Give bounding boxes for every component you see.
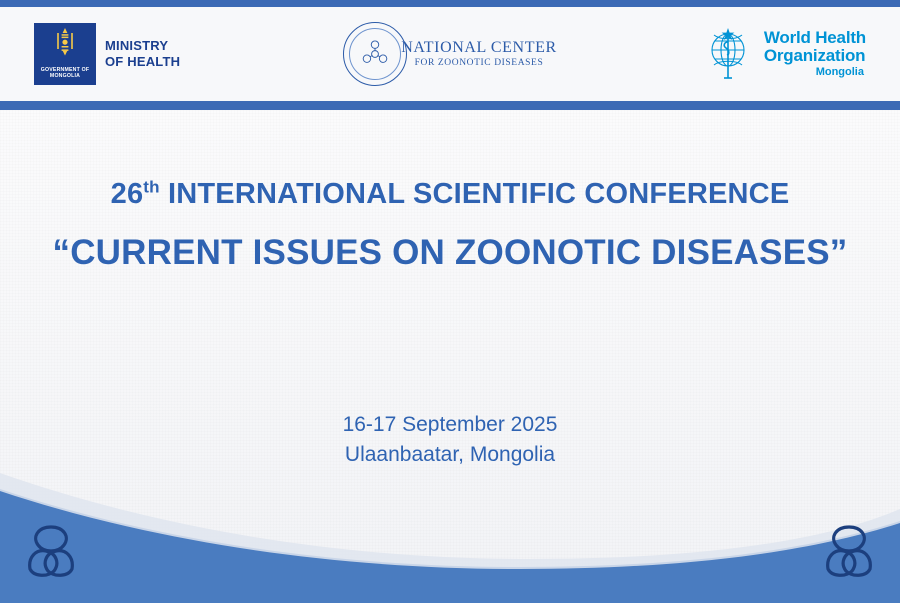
ministry-line-2: OF HEALTH — [105, 54, 181, 69]
conference-ordinal-number: 26 — [110, 178, 144, 210]
event-details-block — [0, 410, 900, 470]
endless-knot-right-icon — [816, 521, 882, 577]
logo-slot-who — [589, 7, 900, 101]
who-country-label: Mongolia — [815, 65, 864, 78]
header-divider-bar — [0, 101, 900, 110]
event-dates: 16-17 September 2025 — [342, 413, 558, 436]
endless-knot-left-icon — [18, 521, 84, 577]
top-accent-bar — [0, 0, 900, 7]
nczd-line-2: FOR ZOONOTIC DISEASES — [414, 58, 544, 68]
national-center-logo — [343, 22, 557, 86]
event-location: Ulaanbaatar, Mongolia — [344, 443, 556, 466]
ministry-of-health-wordmark — [105, 38, 180, 70]
logo-slot-ministry-of-health — [0, 7, 311, 101]
conference-ordinal-suffix: th — [143, 177, 160, 197]
ministry-of-health-logo — [34, 23, 180, 85]
nczd-seal-icon — [343, 22, 407, 86]
logo-slot-national-center — [311, 7, 588, 101]
mongolia-state-emblem-icon — [34, 23, 96, 85]
conference-title-block — [0, 176, 900, 276]
soyombo-symbol-icon — [55, 28, 75, 60]
nczd-line-1: NATIONAL CENTER — [401, 39, 557, 56]
national-center-wordmark — [401, 38, 557, 70]
header-logo-band — [0, 7, 900, 101]
government-of-mongolia-label: GOVERNMENT OF MONGOLIA — [40, 67, 90, 79]
conference-theme-title: “CURRENT ISSUES ON ZOONOTIC DISEASES” — [52, 233, 848, 272]
slide-body — [0, 110, 900, 603]
ministry-line-1: MINISTRY — [105, 38, 169, 53]
seal-inner-ring — [349, 28, 401, 80]
conference-heading-line-1 — [0, 176, 900, 212]
who-emblem-icon — [700, 26, 756, 82]
who-wordmark — [764, 29, 866, 80]
who-line-2: Organization — [763, 45, 866, 65]
conference-heading-rest: INTERNATIONAL SCIENTIFIC CONFERENCE — [159, 178, 790, 210]
who-line-1: World Health — [763, 27, 866, 47]
who-logo — [700, 26, 866, 82]
